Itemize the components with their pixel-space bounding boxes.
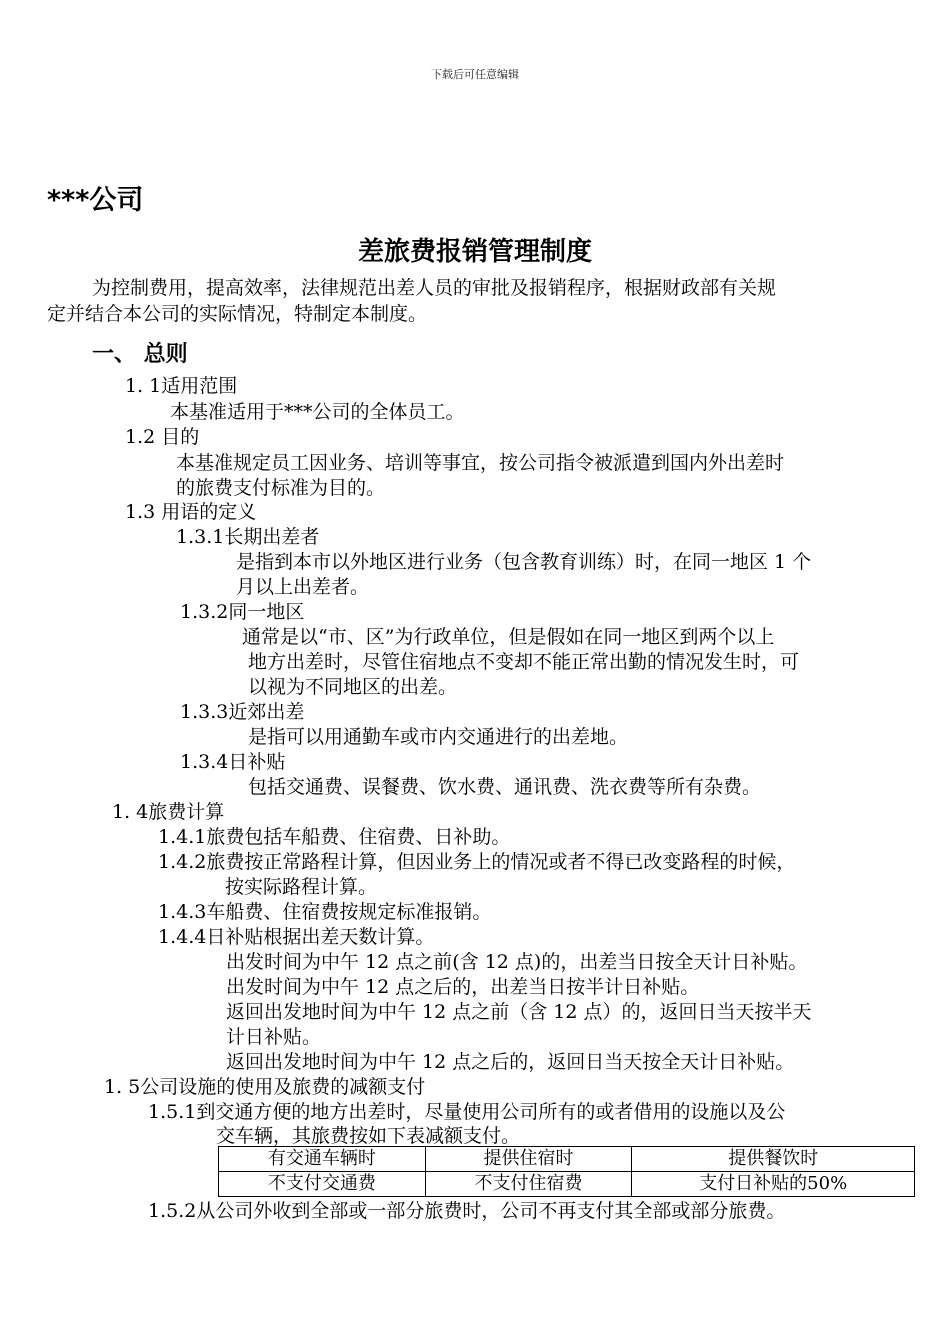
heading-1-3-1: 1.3.1长期出差者: [176, 526, 320, 548]
table-cell: 支付日补贴的50%: [632, 1172, 915, 1197]
item-1-4-3: 1.4.3车船费、住宿费按规定标准报销。: [158, 901, 492, 923]
text-1-3-1-line-1: 是指到本市以外地区进行业务（包含教育训练）时，在同一地区 1 个: [236, 551, 812, 573]
table-cell: 不支付住宿费: [425, 1172, 632, 1197]
table-header-row: [219, 1147, 915, 1172]
section-heading-general: 一、 总则: [92, 342, 188, 367]
item-1-4-4: 1.4.4日补贴根据出差天数计算。: [158, 926, 435, 948]
rule-line-2: 出发时间为中午 12 点之后的，出差当日按半计日补贴。: [226, 976, 700, 998]
table-header-cell: 提供住宿时: [425, 1147, 632, 1172]
text-1-3-1-line-2: 月以上出差者。: [236, 576, 370, 598]
heading-1-3-4: 1.3.4日补贴: [180, 751, 286, 773]
heading-1-4: 1. 4旅费计算: [112, 801, 225, 823]
page-header: 下载后可任意编辑: [431, 68, 519, 81]
reduction-table: [218, 1146, 915, 1197]
item-1-4-1: 1.4.1旅费包括车船费、住宿费、日补助。: [158, 826, 511, 848]
text-1-1: 本基准适用于***公司的全体员工。: [170, 401, 465, 423]
item-1-5-1-line-2: 交车辆，其旅费按如下表减额支付。: [216, 1125, 521, 1147]
rule-line-1: 出发时间为中午 12 点之前(含 12 点)的，出差当日按全天计日补贴。: [226, 951, 808, 973]
heading-1-3-3: 1.3.3近郊出差: [180, 701, 305, 723]
rule-line-5: 返回出发地时间为中午 12 点之后的，返回日当天按全天计日补贴。: [226, 1051, 795, 1073]
heading-1-1: 1. 1适用范围: [125, 375, 238, 397]
rule-line-3: 返回出发地时间为中午 12 点之前（含 12 点）的，返回日当天按半天: [226, 1001, 812, 1023]
text-1-3-3: 是指可以用通勤车或市内交通进行的出差地。: [248, 726, 629, 748]
document-title: 差旅费报销管理制度: [357, 237, 592, 267]
text-1-3-4: 包括交通费、误餐费、饮水费、通讯费、洗衣费等所有杂费。: [248, 776, 762, 798]
heading-1-5: 1. 5公司设施的使用及旅费的减额支付: [104, 1076, 426, 1098]
table-cell: 不支付交通费: [219, 1172, 426, 1197]
heading-1-2: 1.2 目的: [125, 426, 200, 448]
company-name: ***公司: [47, 185, 144, 216]
table-header-cell: 有交通车辆时: [219, 1147, 426, 1172]
item-1-4-2-line-2: 按实际路程计算。: [225, 876, 378, 898]
text-1-2-line-2: 的旅费支付标准为目的。: [176, 477, 386, 499]
text-1-3-2-line-2: 地方出差时，尽管住宿地点不变却不能正常出勤的情况发生时，可: [248, 651, 800, 673]
intro-line-1: 为控制费用，提高效率，法律规范出差人员的审批及报销程序，根据财政部有关规: [92, 277, 777, 299]
table-header-cell: 提供餐饮时: [632, 1147, 915, 1172]
text-1-3-2-line-1: 通常是以“市、区”为行政单位，但是假如在同一地区到两个以上: [242, 626, 775, 648]
item-1-5-2: 1.5.2从公司外收到全部或一部分旅费时，公司不再支付其全部或部分旅费。: [148, 1200, 786, 1222]
heading-1-3-2: 1.3.2同一地区: [180, 601, 305, 623]
text-1-2-line-1: 本基准规定员工因业务、培训等事宜，按公司指令被派遣到国内外出差时: [176, 452, 785, 474]
item-1-4-2-line-1: 1.4.2旅费按正常路程计算，但因业务上的情况或者不得已改变路程的时候，: [158, 851, 796, 873]
table-row: [219, 1172, 915, 1197]
intro-line-2: 定并结合本公司的实际情况，特制定本制度。: [47, 303, 428, 325]
heading-1-3: 1.3 用语的定义: [125, 501, 257, 523]
rule-line-4: 计日补贴。: [226, 1026, 322, 1048]
text-1-3-2-line-3: 以视为不同地区的出差。: [248, 676, 458, 698]
item-1-5-1-line-1: 1.5.1到交通方便的地方出差时，尽量使用公司所有的或者借用的设施以及公: [148, 1101, 786, 1123]
